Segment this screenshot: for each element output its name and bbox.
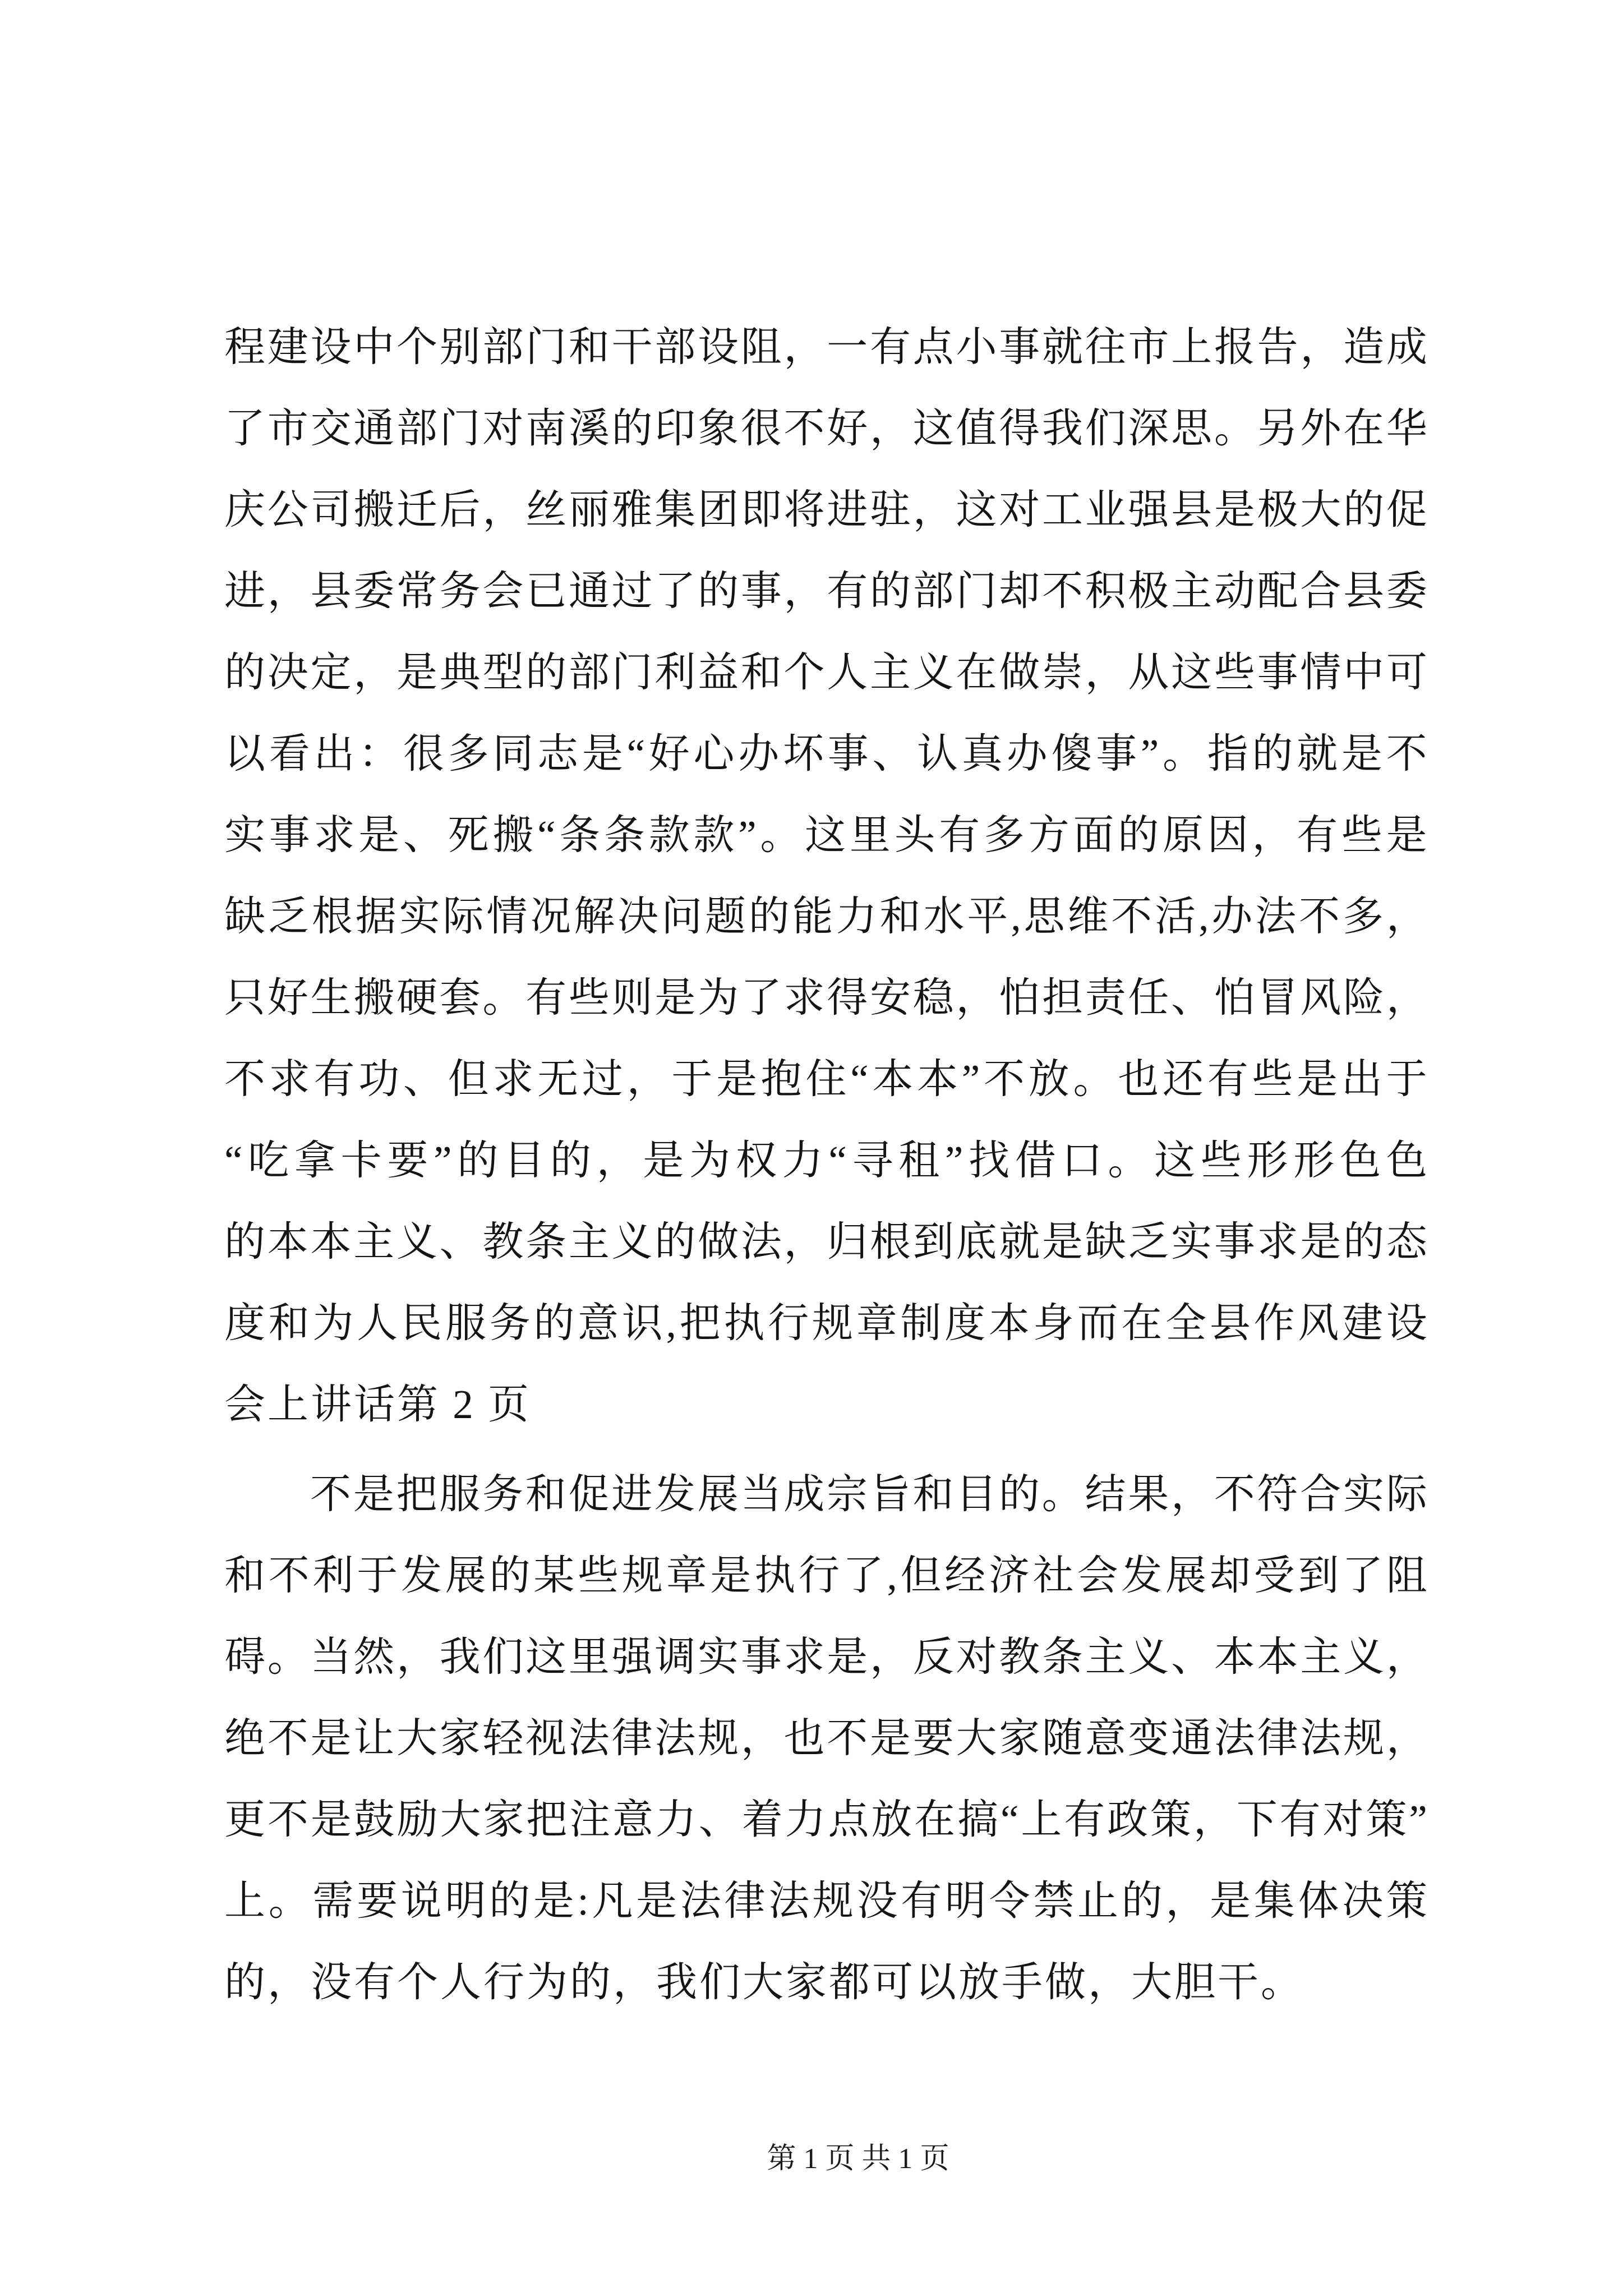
document-body [224,306,1427,2023]
text-line: 绝 不 是 让 大 家 轻 视 法 律 法 规 ， 也 不 是 要 大 家 随 意 变 通 法 律 法 规 ， [224,1715,1427,1761]
text-line: 以 看 出 ： 很 多 同 志 是 “ 好 心 办 坏 事 、 认 真 办 傻 事 ” 。 指 的 就 是 不 [224,731,1427,776]
text-line: 只 好 生 搬 硬 套 。 有 些 则 是 为 了 求 得 安 稳 ， 怕 担 责 任 、 怕 冒 风 险 ， [224,975,1427,1020]
text-line: 会上讲话第 2 页 [224,1382,531,1427]
text-line: 程 建 设 中 个 别 部 门 和 干 部 设 阻 ， 一 有 点 小 事 就 往 市 上 报 告 ， 造 成 [224,324,1427,370]
text-line: 了 市 交 通 部 门 对 南 溪 的 印 象 很 不 好 ， 这 值 得 我 们 深 思 。 另 外 在 华 [224,406,1427,451]
text-line: 不 求 有 功 、 但 求 无 过 ， 于 是 抱 住 “ 本 本 ” 不 放 。 也 还 有 些 是 出 于 [224,1056,1427,1102]
text-line: 碍 。 当 然 ， 我 们 这 里 强 调 实 事 求 是 ， 反 对 教 条 主 义 、 本 本 主 义 ， [224,1634,1427,1680]
text-line: 实 事 求 是 、 死 搬 “ 条 条 款 款 ” 。 这 里 头 有 多 方 面 的 原 因 ， 有 些 是 [224,812,1427,858]
text-line: 的 本 本 主 义 、 教 条 主 义 的 做 法 ， 归 根 到 底 就 是 缺 乏 实 事 求 是 的 态 [224,1219,1427,1264]
text-line: 的 决 定 ， 是 典 型 的 部 门 利 益 和 个 人 主 义 在 做 崇 ， 从 这 些 事 情 中 可 [224,650,1427,695]
text-line: 上 。 需 要 说 明 的 是 : 凡 是 法 律 法 规 没 有 明 令 禁 止 的 ， 是 集 体 决 策 [224,1878,1427,1924]
text-line: 缺 乏 根 据 实 际 情 况 解 决 问 题 的 能 力 和 水 平 , 思 维 不 活 , 办 法 不 多 ， [224,894,1427,939]
page-footer: 第 1 页 共 1 页 [767,2143,949,2175]
text-line: 度 和 为 人 民 服 务 的 意 识 , 把 执 行 规 章 制 度 本 身 而 在 全 县 作 风 建 设 [224,1300,1427,1346]
text-line: 庆 公 司 搬 迁 后 ， 丝 丽 雅 集 团 即 将 进 驻 ， 这 对 工 业 强 县 是 极 大 的 促 [224,487,1427,532]
paragraph [224,1453,1427,2023]
text-line: 更 不 是 鼓 励 大 家 把 注 意 力 、 着 力 点 放 在 搞 “ 上 有 政 策 ， 下 有 对 策 ” [224,1797,1427,1842]
text-line: 不 是 把 服 务 和 促 进 发 展 当 成 宗 旨 和 目 的 。 结 果 ， 不 符 合 实 际 [310,1471,1427,1517]
text-line: 和 不 利 于 发 展 的 某 些 规 章 是 执 行 了 , 但 经 济 社 会 发 展 却 受 到 了 阻 [224,1553,1427,1598]
text-line: 的，没有个人行为的，我们大家都可以放手做，大胆干。 [224,1959,1304,2005]
text-line: “ 吃 拿 卡 要 ” 的 目 的 ， 是 为 权 力 “ 寻 租 ” 找 借 口 。 这 些 形 形 色 色 [224,1138,1427,1183]
paragraph [224,306,1427,1445]
text-line: 进 ， 县 委 常 务 会 已 通 过 了 的 事 ， 有 的 部 门 却 不 积 极 主 动 配 合 县 委 [224,568,1427,614]
